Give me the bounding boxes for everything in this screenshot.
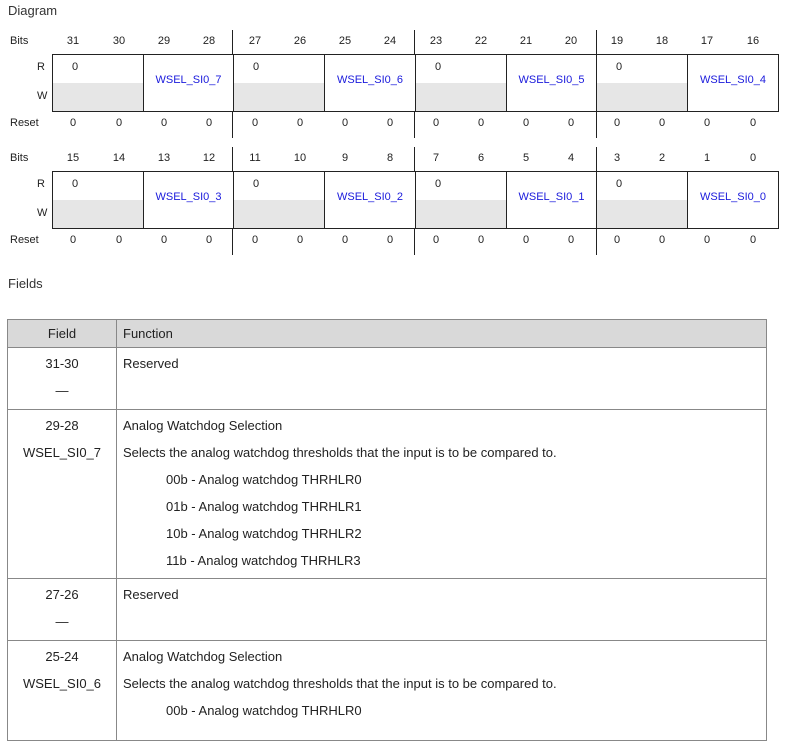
reset-value: 0 <box>567 117 575 129</box>
write-label: W <box>37 90 48 102</box>
table-header-row <box>8 320 767 348</box>
reserved-value: 0 <box>434 178 442 190</box>
reset-value: 0 <box>69 117 77 129</box>
reset-label: Reset <box>10 234 39 246</box>
bit-number: 2 <box>658 152 666 164</box>
register-field-link[interactable]: WSEL_SI0_6 <box>336 74 404 86</box>
bit-number: 0 <box>749 152 757 164</box>
write-disabled-cell <box>52 200 144 229</box>
function-option: 01b - Analog watchdog THRHLR1 <box>166 499 362 514</box>
function-title: Reserved <box>123 587 179 602</box>
reset-value: 0 <box>296 234 304 246</box>
bit-number: 8 <box>386 152 394 164</box>
register-field-link[interactable]: WSEL_SI0_0 <box>699 191 767 203</box>
bit-number: 13 <box>157 152 171 164</box>
bit-number: 4 <box>567 152 575 164</box>
byte-separator <box>596 147 597 171</box>
bit-number: 12 <box>202 152 216 164</box>
reset-value: 0 <box>205 117 213 129</box>
bit-number: 25 <box>338 35 352 47</box>
byte-separator <box>596 229 597 255</box>
reset-value: 0 <box>477 117 485 129</box>
function-option: 10b - Analog watchdog THRHLR2 <box>166 526 362 541</box>
reset-value: 0 <box>160 234 168 246</box>
header-field: Field <box>8 320 117 348</box>
register-diagram-upper <box>0 28 787 138</box>
bit-number: 16 <box>746 35 760 47</box>
reserved-value: 0 <box>71 61 79 73</box>
bit-number: 14 <box>112 152 126 164</box>
byte-separator <box>232 229 233 255</box>
reset-value: 0 <box>477 234 485 246</box>
byte-separator <box>414 147 415 171</box>
header-function: Function <box>117 320 767 348</box>
table-row <box>8 410 767 579</box>
reset-value: 0 <box>251 117 259 129</box>
bit-number: 6 <box>477 152 485 164</box>
reserved-value: 0 <box>252 178 260 190</box>
bit-number: 7 <box>432 152 440 164</box>
reset-value: 0 <box>658 234 666 246</box>
table-row <box>8 641 767 741</box>
bit-number: 1 <box>703 152 711 164</box>
read-label: R <box>37 61 45 73</box>
reset-value: 0 <box>703 117 711 129</box>
bit-number: 31 <box>66 35 80 47</box>
field-bits: 25-24 <box>45 649 79 664</box>
bit-number: 17 <box>700 35 714 47</box>
reset-value: 0 <box>749 117 757 129</box>
byte-separator <box>596 112 597 138</box>
field-bits: 31-30 <box>45 356 79 371</box>
reset-value: 0 <box>341 234 349 246</box>
function-desc: Selects the analog watchdog thresholds that the input is to be compared to. <box>123 676 557 691</box>
write-disabled-cell <box>233 83 325 112</box>
function-cell <box>117 579 767 641</box>
bit-number: 18 <box>655 35 669 47</box>
write-disabled-cell <box>596 200 688 229</box>
reset-value: 0 <box>160 117 168 129</box>
field-name: — <box>55 614 69 629</box>
bit-number: 3 <box>613 152 621 164</box>
field-bits: 29-28 <box>45 418 79 433</box>
reset-value: 0 <box>115 234 123 246</box>
reset-value: 0 <box>251 234 259 246</box>
bits-label: Bits <box>10 152 29 164</box>
field-cell <box>8 641 117 741</box>
function-cell <box>117 348 767 410</box>
bit-number: 26 <box>293 35 307 47</box>
byte-separator <box>414 229 415 255</box>
reset-value: 0 <box>341 117 349 129</box>
reserved-value: 0 <box>615 61 623 73</box>
bit-number: 19 <box>610 35 624 47</box>
reset-value: 0 <box>115 117 123 129</box>
reserved-value: 0 <box>71 178 79 190</box>
bits-label: Bits <box>10 35 29 47</box>
bit-number: 11 <box>249 152 261 164</box>
reserved-value: 0 <box>434 61 442 73</box>
field-bits: 27-26 <box>45 587 79 602</box>
byte-separator <box>232 30 233 54</box>
bit-number: 23 <box>429 35 443 47</box>
bit-number: 22 <box>474 35 488 47</box>
field-cell <box>8 410 117 579</box>
bit-number: 29 <box>157 35 171 47</box>
reset-value: 0 <box>69 234 77 246</box>
write-disabled-cell <box>52 83 144 112</box>
reset-value: 0 <box>386 234 394 246</box>
function-title: Analog Watchdog Selection <box>123 649 283 664</box>
bit-number: 24 <box>383 35 397 47</box>
register-diagram-lower <box>0 145 787 255</box>
write-label: W <box>37 207 48 219</box>
bit-number: 15 <box>66 152 80 164</box>
write-disabled-cell <box>596 83 688 112</box>
write-disabled-cell <box>233 200 325 229</box>
reset-value: 0 <box>432 234 440 246</box>
fields-table <box>7 319 767 741</box>
function-title: Analog Watchdog Selection <box>123 418 283 433</box>
byte-separator <box>414 112 415 138</box>
function-title: Reserved <box>123 356 179 371</box>
reset-label: Reset <box>10 117 39 129</box>
register-field-link[interactable]: WSEL_SI0_5 <box>518 74 585 86</box>
field-name: WSEL_SI0_6 <box>22 676 102 691</box>
reset-value: 0 <box>703 234 711 246</box>
reset-value: 0 <box>658 117 666 129</box>
reset-value: 0 <box>613 234 621 246</box>
field-cell <box>8 579 117 641</box>
bit-number: 9 <box>341 152 349 164</box>
reset-value: 0 <box>296 117 304 129</box>
reset-value: 0 <box>613 117 621 129</box>
bit-number: 21 <box>519 35 533 47</box>
write-disabled-cell <box>415 200 507 229</box>
field-name: — <box>55 383 69 398</box>
reset-value: 0 <box>205 234 213 246</box>
reset-value: 0 <box>749 234 757 246</box>
write-disabled-cell <box>415 83 507 112</box>
reset-value: 0 <box>567 234 575 246</box>
reset-value: 0 <box>432 117 440 129</box>
byte-separator <box>414 30 415 54</box>
diagram-heading: Diagram <box>8 3 58 18</box>
function-option: 11b - Analog watchdog THRHLR3 <box>166 553 361 568</box>
function-desc: Selects the analog watchdog thresholds that the input is to be compared to. <box>123 445 557 460</box>
reset-value: 0 <box>386 117 394 129</box>
bit-number: 28 <box>202 35 216 47</box>
register-field-link[interactable]: WSEL_SI0_4 <box>699 74 767 86</box>
field-cell <box>8 348 117 410</box>
table-row <box>8 348 767 410</box>
reserved-value: 0 <box>615 178 623 190</box>
byte-separator <box>596 30 597 54</box>
register-field-link[interactable]: WSEL_SI0_1 <box>518 191 585 203</box>
register-field-link[interactable]: WSEL_SI0_3 <box>155 191 222 203</box>
bit-number: 20 <box>564 35 578 47</box>
read-label: R <box>37 178 45 190</box>
register-field-link[interactable]: WSEL_SI0_2 <box>336 191 404 203</box>
field-name: WSEL_SI0_7 <box>22 445 102 460</box>
byte-separator <box>232 112 233 138</box>
function-cell <box>117 641 767 741</box>
function-cell <box>117 410 767 579</box>
register-field-link[interactable]: WSEL_SI0_7 <box>155 74 222 86</box>
function-option: 00b - Analog watchdog THRHLR0 <box>166 703 362 718</box>
bit-number: 10 <box>293 152 307 164</box>
reserved-value: 0 <box>252 61 260 73</box>
bit-number: 27 <box>248 35 262 47</box>
table-row <box>8 579 767 641</box>
reset-value: 0 <box>522 117 530 129</box>
function-option: 00b - Analog watchdog THRHLR0 <box>166 472 362 487</box>
byte-separator <box>232 147 233 171</box>
bit-number: 5 <box>522 152 530 164</box>
bit-number: 30 <box>112 35 126 47</box>
fields-heading: Fields <box>8 276 43 291</box>
reset-value: 0 <box>522 234 530 246</box>
